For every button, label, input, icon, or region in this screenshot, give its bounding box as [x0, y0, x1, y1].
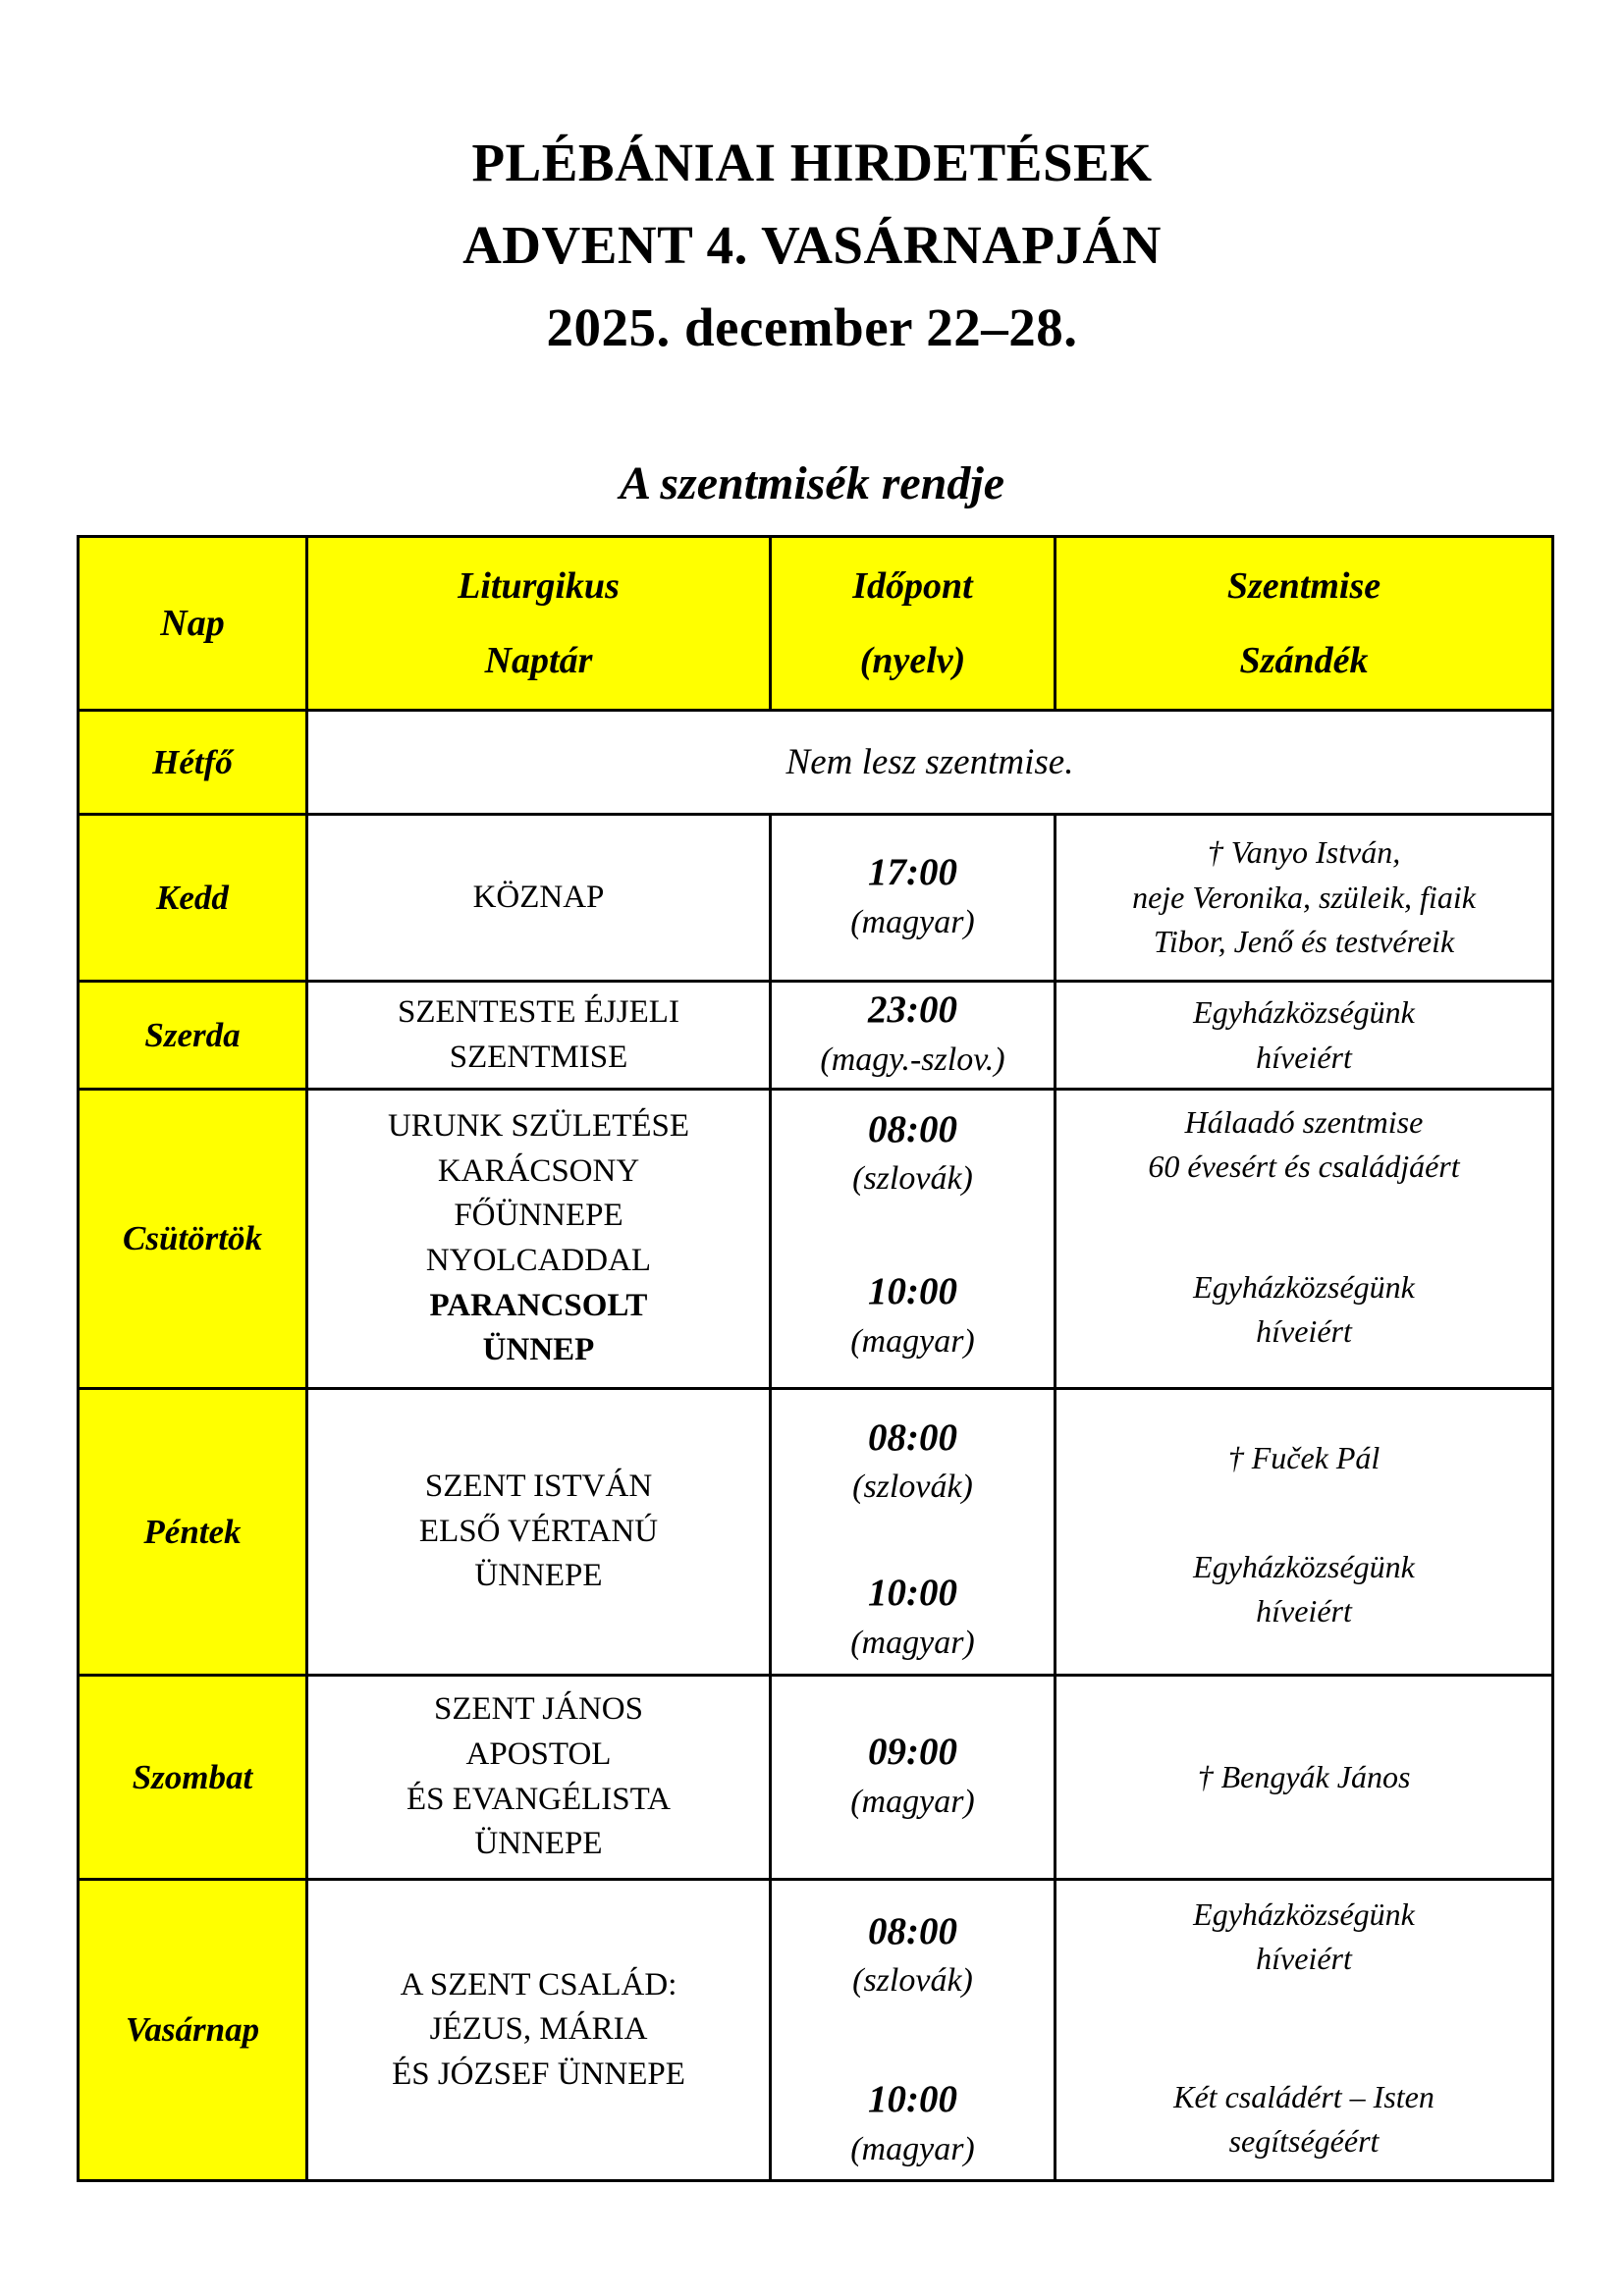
row-sunday [79, 1880, 1553, 2181]
text-line: Egyházközségünk [1193, 1896, 1415, 1932]
intention-cell-tuesday [1056, 815, 1553, 982]
mass-language: (szlovák) [852, 1962, 973, 2000]
mass-time: 10:00 [868, 2078, 957, 2121]
intention-cell-thursday [1056, 1090, 1553, 1389]
text-line: Két családért – Isten [1173, 2078, 1435, 2114]
text-line: segítségéért [1228, 2123, 1380, 2160]
time-cell-sunday [771, 1880, 1056, 2181]
mass-language: (magyar) [850, 1783, 975, 1820]
mass-time: 08:00 [868, 1107, 957, 1150]
text-line: KARÁCSONY [437, 1152, 640, 1189]
day-cell-saturday: Szombat [79, 1676, 307, 1880]
day-cell-sunday: Vasárnap [79, 1880, 307, 2181]
mass-time: 08:00 [868, 1415, 957, 1459]
text-line: A SZENT CSALÁD: [400, 1966, 677, 2002]
mass-time-block [852, 1108, 973, 1201]
text-line: NYOLCADDAL [425, 1243, 652, 1278]
time-cell-saturday [771, 1676, 1056, 1880]
calendar-cell-tuesday [307, 815, 771, 982]
title-line-3: 2025. december 22–28. [546, 297, 1078, 357]
row-saturday [79, 1676, 1553, 1880]
time-cell-friday [771, 1389, 1056, 1676]
text-line: SZENTESTE ÉJJELI [398, 993, 679, 1030]
text-line: PARANCSOLT [429, 1287, 648, 1323]
calendar-cell-saturday [307, 1676, 771, 1880]
row-wednesday [79, 982, 1553, 1090]
mass-time: 10:00 [868, 1572, 957, 1615]
mass-language: (magyar) [850, 1323, 975, 1361]
day-cell-thursday: Csütörtök [79, 1090, 307, 1389]
text-line: SZENT ISTVÁN [424, 1468, 653, 1505]
mass-time: 08:00 [868, 1909, 957, 1952]
text-line: KÖZNAP [472, 879, 605, 915]
text-line: Hálaadó szentmise [1184, 1103, 1424, 1140]
intention-cell-wednesday [1056, 982, 1553, 1090]
text-line: Egyházközségünk [1193, 1268, 1415, 1305]
text-line: ÉS JÓZSEF ÜNNEPE [392, 2056, 685, 2092]
mass-time: 17:00 [868, 850, 957, 893]
mass-language: (szlovák) [852, 1468, 973, 1506]
mass-time-block [850, 1270, 975, 1363]
day-cell-friday: Péntek [79, 1389, 307, 1676]
day-cell-monday: Hétfő [79, 711, 307, 815]
text-line: APOSTOL [465, 1735, 612, 1772]
text-line: híveiért [1256, 1940, 1352, 1976]
calendar-cell-sunday [307, 1880, 771, 2181]
text-line: † Fuček Pál [1227, 1439, 1380, 1475]
row-friday [79, 1389, 1553, 1676]
text-line: Naptár [484, 640, 593, 681]
text-line: neje Veronika, szüleik, fiaik [1132, 879, 1476, 915]
time-cell-thursday [771, 1090, 1056, 1389]
mass-schedule-table [77, 535, 1554, 2182]
mass-language: (magyar) [850, 903, 975, 940]
text-line: híveiért [1256, 1313, 1352, 1350]
text-line: (nyelv) [859, 640, 966, 681]
intention-cell-sunday [1056, 1880, 1553, 2181]
mass-time: 09:00 [868, 1730, 957, 1773]
header-cell-time-language [771, 537, 1056, 711]
row-tuesday [79, 815, 1553, 982]
text-line: Szentmise [1226, 565, 1381, 607]
text-line: Liturgikus [458, 565, 620, 607]
mass-language: (magy.-szlov.) [820, 1041, 1005, 1078]
text-line: Szándék [1239, 640, 1369, 681]
day-cell-tuesday: Kedd [79, 815, 307, 982]
section-subtitle: A szentmisék rendje [619, 457, 1005, 509]
text-line: † Vanyo István, [1207, 834, 1401, 871]
text-line: ELSŐ VÉRTANÚ [418, 1513, 659, 1549]
header-cell-day [79, 537, 307, 711]
text-line: URUNK SZÜLETÉSE [387, 1108, 690, 1145]
text-line: ÜNNEP [482, 1332, 595, 1368]
text-line: SZENTMISE [449, 1039, 628, 1075]
text-line: ÜNNEPE [474, 1826, 603, 1862]
mass-language: (magyar) [850, 1625, 975, 1662]
mass-time-block [852, 1416, 973, 1510]
text-line: Egyházközségünk [1193, 1548, 1415, 1584]
page-title [0, 135, 1624, 383]
text-line: híveiért [1256, 1039, 1352, 1075]
mass-time-block [850, 1572, 975, 1665]
note-cell-no-mass: Nem lesz szentmise. [307, 711, 1553, 815]
calendar-cell-wednesday [307, 982, 771, 1090]
header-cell-mass-intention [1056, 537, 1553, 711]
time-cell-wednesday [771, 982, 1056, 1090]
text-line: SZENT JÁNOS [433, 1691, 643, 1728]
mass-intention-block [1148, 1100, 1459, 1190]
header-cell-liturgical-calendar [307, 537, 771, 711]
text-line: † Bengyák János [1197, 1758, 1411, 1794]
mass-intention-block [1228, 1436, 1380, 1480]
header-day-label: Nap [160, 603, 225, 644]
calendar-cell-friday [307, 1389, 771, 1676]
mass-intention-block [1173, 2075, 1435, 2164]
calendar-cell-thursday [307, 1090, 771, 1389]
mass-intention-block [1193, 1893, 1415, 1982]
text-line: ÉS EVANGÉLISTA [406, 1781, 671, 1817]
day-cell-wednesday: Szerda [79, 982, 307, 1090]
mass-time-block [850, 2078, 975, 2171]
mass-intention-block [1193, 1265, 1415, 1355]
text-line: ÜNNEPE [474, 1558, 603, 1594]
title-line-2: ADVENT 4. VASÁRNAPJÁN [462, 215, 1162, 275]
time-cell-tuesday [771, 815, 1056, 982]
calendar-bold-lines [308, 1284, 769, 1373]
text-line: híveiért [1256, 1593, 1352, 1629]
text-line: JÉZUS, MÁRIA [429, 2011, 648, 2048]
text-line: Időpont [852, 565, 973, 607]
intention-cell-friday [1056, 1389, 1553, 1676]
mass-intention-block [1193, 1545, 1415, 1634]
mass-time: 23:00 [868, 988, 957, 1031]
mass-language: (szlovák) [852, 1160, 973, 1198]
mass-time: 10:00 [868, 1270, 957, 1313]
text-line: FŐÜNNEPE [454, 1198, 623, 1234]
text-line: 60 évesért és családjáért [1148, 1148, 1460, 1184]
intention-cell-saturday [1056, 1676, 1553, 1880]
table-header-row [79, 537, 1553, 711]
text-line: Egyházközségünk [1193, 994, 1415, 1031]
mass-language: (magyar) [850, 2131, 975, 2168]
title-line-1: PLÉBÁNIAI HIRDETÉSEK [471, 133, 1153, 192]
row-monday [79, 711, 1553, 815]
text-line: Tibor, Jenő és testvéreik [1153, 924, 1455, 960]
row-thursday [79, 1090, 1553, 1389]
mass-time-block [852, 1910, 973, 2003]
